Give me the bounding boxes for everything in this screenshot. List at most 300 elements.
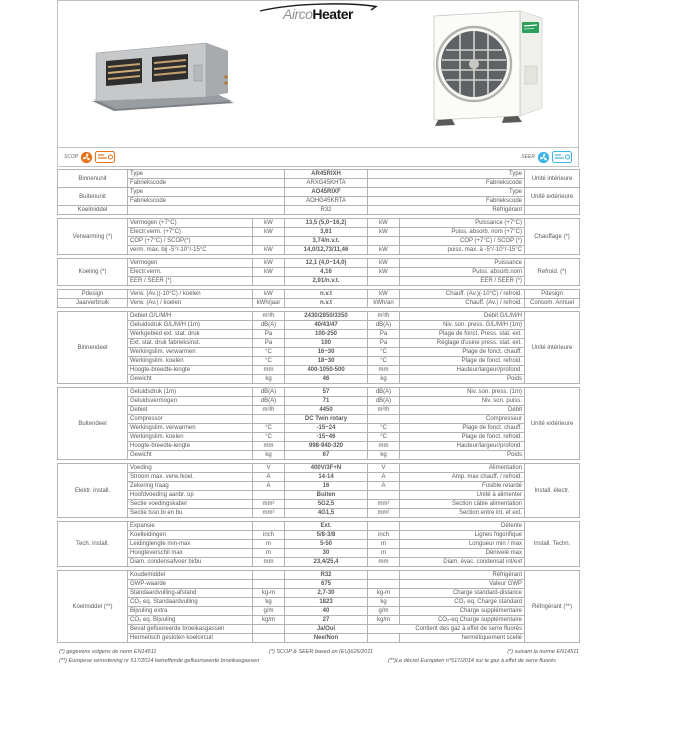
attr-nl: Compressor — [128, 415, 253, 424]
attr-fr: Compresseur — [400, 415, 525, 424]
group-label-fr: Install. électr. — [525, 464, 580, 518]
unit-right: kWh/an — [368, 299, 400, 308]
attr-fr: Niv. son. press. (1m) — [400, 388, 525, 397]
unit-right: dB(A) — [368, 321, 400, 330]
spec-row — [58, 188, 580, 197]
unit-right: mm — [368, 558, 400, 567]
group-label-fr: Réfrigérant (**) — [525, 571, 580, 643]
group-label-nl: Koelmiddel (**) — [58, 571, 128, 643]
spec-row — [58, 634, 580, 643]
unit-right: kg — [368, 375, 400, 384]
unit-right: A — [368, 482, 400, 491]
attr-fr: Chauff. (Av.) / refroid. — [400, 299, 525, 308]
attr-fr: Chauff. (Av.)(-10°C) / refroid. — [400, 290, 525, 299]
unit-right: Pa — [368, 339, 400, 348]
spec-row — [58, 451, 580, 460]
attr-nl: Hoofdvoeding aanbr. op — [128, 491, 253, 500]
attr-fr: CO₂-eq Charge supplémentaire — [400, 616, 525, 625]
unit-right: mm — [368, 442, 400, 451]
attr-fr: puiss. max. à -5°/-10°/-15°C — [400, 246, 525, 255]
group-label-fr: Unité intérieure — [525, 170, 580, 188]
attr-fr: Poids — [400, 375, 525, 384]
spec-value: 67 — [285, 451, 368, 460]
attr-nl: Voeding — [128, 464, 253, 473]
unit-left — [253, 625, 285, 634]
attr-nl: CO₂ eq. Bijvuling — [128, 616, 253, 625]
unit-right: mm² — [368, 500, 400, 509]
attr-nl: Type — [128, 188, 285, 197]
group-label-fr: Consom. Annuel — [525, 299, 580, 308]
attr-fr: Hauteur/largeur/profond. — [400, 366, 525, 375]
spec-value: Buiten — [285, 491, 368, 500]
footnote-nl-en14511: (*) gegevens volgens de norm EN14511 — [59, 649, 157, 655]
spec-value: n.v.t — [285, 290, 368, 299]
spec-section-indoor-unit — [57, 311, 580, 384]
spec-value: 100-250 — [285, 330, 368, 339]
unit-right: m — [368, 549, 400, 558]
attr-fr: Plage de fonct. Press. stat. ext. — [400, 330, 525, 339]
group-label-nl: Binnendeel — [58, 312, 128, 384]
seer-fan-icon — [537, 151, 550, 164]
attr-nl: Verw. (Av.) / koelen — [128, 299, 253, 308]
group-label-nl: Jaarverbruik — [58, 299, 128, 308]
group-label-fr: Unité intérieure — [525, 312, 580, 384]
attr-nl: Hermetisch gesloten koelcircuit — [128, 634, 253, 643]
unit-right — [368, 491, 400, 500]
spec-value: DC Twin rotary — [285, 415, 368, 424]
scop-fan-icon — [80, 151, 93, 164]
spec-value: 2,91/n.v.t. — [285, 277, 368, 286]
spec-value: 40/43/47 — [285, 321, 368, 330]
attr-fr: Type — [368, 188, 525, 197]
unit-left: dB(A) — [253, 397, 285, 406]
spec-value: 5-50 — [285, 540, 368, 549]
attr-nl: Electr.verm. — [128, 268, 253, 277]
spec-section-electrical-install — [57, 463, 580, 518]
attr-nl: Geluidsvermogen — [128, 397, 253, 406]
unit-right — [368, 571, 400, 580]
unit-right — [368, 415, 400, 424]
attr-fr: Charge standard-distance — [400, 589, 525, 598]
spec-value: 27 — [285, 616, 368, 625]
brand-logo-part1: Airco — [283, 6, 313, 22]
unit-right: inch — [368, 531, 400, 540]
group-label-nl: Pdesign — [58, 290, 128, 299]
attr-nl: Geluidsdruk (1m) — [128, 388, 253, 397]
spec-value: 18~30 — [285, 357, 368, 366]
spec-section-heating — [57, 218, 580, 255]
attr-nl: Bijvuling extra — [128, 607, 253, 616]
spec-value: AR45RIXH — [285, 170, 368, 179]
attr-fr: Charge supplémentaire — [400, 607, 525, 616]
spec-value: 998-940-320 — [285, 442, 368, 451]
unit-left: °C — [253, 424, 285, 433]
attr-fr: Réfrigérant — [368, 206, 525, 215]
spec-value: Ja/Oui — [285, 625, 368, 634]
unit-left: kW — [253, 290, 285, 299]
attr-fr: Puissance (+7°C) — [400, 219, 525, 228]
attr-nl: Expansie — [128, 522, 253, 531]
attr-fr: COP (+7°C) / SCOP (*) — [400, 237, 525, 246]
attr-fr: Type — [368, 170, 525, 179]
attr-nl: Stroom max. verw./koel. — [128, 473, 253, 482]
spec-row — [58, 415, 580, 424]
spec-value: 16~30 — [285, 348, 368, 357]
footnote-fr-517-2014: (**)Le décret Européen n°517/2014 sur le gaz à effet de serre fluorés — [388, 658, 556, 664]
spec-row — [58, 522, 580, 531]
attr-fr: Fabriekscode — [368, 197, 525, 206]
unit-left: mm — [253, 558, 285, 567]
attr-nl: Koudemiddel — [128, 571, 253, 580]
unit-right — [368, 277, 400, 286]
attr-nl: Gewicht — [128, 375, 253, 384]
unit-left — [253, 522, 285, 531]
spec-value: 4G1,5 — [285, 509, 368, 518]
attr-fr: Réglage d'usine press. stat. ext. — [400, 339, 525, 348]
spec-row — [58, 482, 580, 491]
group-label-fr: Install. Techn. — [525, 522, 580, 567]
spec-row — [58, 500, 580, 509]
spec-row — [58, 442, 580, 451]
unit-left — [253, 277, 285, 286]
unit-left — [253, 634, 285, 643]
attr-fr: Fusible retardé — [400, 482, 525, 491]
attr-nl: Hoogte-breedte-lengte — [128, 442, 253, 451]
spec-row — [58, 237, 580, 246]
spec-value: 675 — [285, 580, 368, 589]
unit-left: °C — [253, 348, 285, 357]
attr-nl: Leidinglengte min-max — [128, 540, 253, 549]
attr-fr: Contient des gaz à effet de serre fluorés — [368, 625, 525, 634]
unit-right: mm — [368, 366, 400, 375]
spec-row — [58, 580, 580, 589]
spec-value: 2,7-30 — [285, 589, 368, 598]
unit-right: °C — [368, 348, 400, 357]
attr-fr: Débit G/L/M/H — [400, 312, 525, 321]
spec-value: Ext. — [285, 522, 368, 531]
unit-left: kW — [253, 219, 285, 228]
unit-left: m³/h — [253, 406, 285, 415]
group-label-nl: Elektr. install. — [58, 464, 128, 518]
spec-row — [58, 531, 580, 540]
outdoor-unit-photo — [426, 6, 548, 126]
spec-row — [58, 558, 580, 567]
attr-nl: Electr.verm. (+7°C) — [128, 228, 253, 237]
spec-section-cooling — [57, 258, 580, 286]
attr-nl: Werkingslim. verwarmen — [128, 348, 253, 357]
unit-left: dB(A) — [253, 388, 285, 397]
unit-left — [253, 415, 285, 424]
spec-section-identification — [57, 169, 580, 215]
unit-left: inch — [253, 531, 285, 540]
attr-fr: Valeur GWP — [400, 580, 525, 589]
unit-right — [368, 580, 400, 589]
spec-row — [58, 366, 580, 375]
group-label-fr — [525, 206, 580, 215]
spec-row — [58, 589, 580, 598]
unit-right: m³/h — [368, 406, 400, 415]
spec-row — [58, 277, 580, 286]
group-label-fr: Unité extérieure — [525, 388, 580, 460]
spec-row — [58, 607, 580, 616]
attr-nl: Werkingslim. koelen — [128, 433, 253, 442]
unit-right: kW — [368, 290, 400, 299]
attr-fr: Poids — [400, 451, 525, 460]
unit-left — [253, 571, 285, 580]
attr-fr: Puiss. absorb.nom — [400, 268, 525, 277]
spec-row — [58, 424, 580, 433]
spec-value: 4,16 — [285, 268, 368, 277]
group-label-nl: Buitenunit — [58, 188, 128, 206]
attr-nl: Werkingslim. verwarmen — [128, 424, 253, 433]
unit-left: mm — [253, 366, 285, 375]
attr-nl: Diam. condensafvoer bi/bu — [128, 558, 253, 567]
spec-row — [58, 598, 580, 607]
scop-energy-badge-icon — [95, 151, 115, 163]
unit-right: m — [368, 540, 400, 549]
unit-left: mm² — [253, 500, 285, 509]
unit-left: kg/m — [253, 616, 285, 625]
unit-left — [253, 580, 285, 589]
unit-right: °C — [368, 424, 400, 433]
unit-right: mm² — [368, 509, 400, 518]
spec-row — [58, 491, 580, 500]
spec-row — [58, 433, 580, 442]
spec-row — [58, 357, 580, 366]
unit-right — [368, 634, 400, 643]
attr-fr: Section câble alimentation — [400, 500, 525, 509]
attr-nl: Vermogen (+7°C) — [128, 219, 253, 228]
spec-row — [58, 179, 580, 188]
spec-value: -15~24 — [285, 424, 368, 433]
scop-badge-group — [64, 151, 115, 164]
attr-nl: Werkgebied ext. stat. druk — [128, 330, 253, 339]
spec-value: n.v.t — [285, 299, 368, 308]
spec-value: 23,4/25,4 — [285, 558, 368, 567]
unit-left: Pa — [253, 330, 285, 339]
unit-right: kW — [368, 219, 400, 228]
unit-right: kg/m — [368, 616, 400, 625]
attr-fr: Puissance — [400, 259, 525, 268]
attr-nl: Vermogen — [128, 259, 253, 268]
spec-value: 100 — [285, 339, 368, 348]
brand-logo-part2: Heater — [312, 6, 353, 22]
group-label-nl: Tech. install. — [58, 522, 128, 567]
unit-right: Pa — [368, 330, 400, 339]
spec-value: R32 — [285, 571, 368, 580]
attr-fr: Niv. son. press. G/L/M/H (1m) — [400, 321, 525, 330]
spec-row — [58, 339, 580, 348]
scop-label: SCOP — [64, 154, 79, 160]
attr-fr: Dénivelé max — [400, 549, 525, 558]
spec-row — [58, 290, 580, 299]
spec-value: 57 — [285, 388, 368, 397]
attr-nl — [128, 206, 285, 215]
attr-nl: Debiet — [128, 406, 253, 415]
group-label-fr: Chauffage (*) — [525, 219, 580, 255]
attr-nl: Fabriekscode — [128, 197, 285, 206]
attr-fr: Longueur min / max — [400, 540, 525, 549]
unit-left: A — [253, 482, 285, 491]
spec-section-refrigerant — [57, 570, 580, 643]
seer-label: SEER — [521, 154, 535, 160]
attr-nl: Hoogteverschil max — [128, 549, 253, 558]
attr-fr: Section entre int. et ext. — [400, 509, 525, 518]
attr-fr: Plage de fonct. refroid. — [400, 433, 525, 442]
unit-left: g/m — [253, 607, 285, 616]
spec-row — [58, 464, 580, 473]
spec-row — [58, 616, 580, 625]
attr-nl: CO₂ eq. Standaardvulling — [128, 598, 253, 607]
unit-left: kg-m — [253, 589, 285, 598]
attr-fr: Amp. max chauff. / refroid. — [400, 473, 525, 482]
spec-value: 2430/2850/3350 — [285, 312, 368, 321]
attr-fr: CO₂ eq. Charge standard — [400, 598, 525, 607]
unit-right: kg-m — [368, 589, 400, 598]
attr-nl: Sectie tssn bi en bu — [128, 509, 253, 518]
spec-value: 12,1 (4,0~14,0) — [285, 259, 368, 268]
attr-fr: Débit — [400, 406, 525, 415]
attr-nl: Sectie voedingskabel — [128, 500, 253, 509]
spec-row — [58, 246, 580, 255]
unit-left: kg — [253, 451, 285, 460]
unit-left: m — [253, 540, 285, 549]
spec-value: 4450 — [285, 406, 368, 415]
unit-right: A — [368, 473, 400, 482]
spec-value: 5/8-3/8 — [285, 531, 368, 540]
energy-badge-row — [57, 147, 579, 167]
seer-badge-group — [521, 151, 572, 164]
spec-value: -15~46 — [285, 433, 368, 442]
spec-row — [58, 406, 580, 415]
attr-nl: Koelleidingen — [128, 531, 253, 540]
attr-nl: GWP-waarde — [128, 580, 253, 589]
attr-nl: Standaardvulling-afstand — [128, 589, 253, 598]
spec-value: 13,5 (5,0~16,2) — [285, 219, 368, 228]
attr-nl: Zekering traag — [128, 482, 253, 491]
unit-left: kW — [253, 268, 285, 277]
attr-nl: Debiet G/L/M/H — [128, 312, 253, 321]
attr-nl: Type — [128, 170, 285, 179]
spec-value: 14,0/12,73/11,46 — [285, 246, 368, 255]
unit-right: V — [368, 464, 400, 473]
spec-value: 1823 — [285, 598, 368, 607]
spec-value: 71 — [285, 397, 368, 406]
attr-fr: Lignes frigorifique — [400, 531, 525, 540]
spec-value: 3,74/n.v.t. — [285, 237, 368, 246]
unit-right: dB(A) — [368, 388, 400, 397]
spec-value: 5G2,5 — [285, 500, 368, 509]
spec-row — [58, 268, 580, 277]
attr-nl: Werkingslim. koelen — [128, 357, 253, 366]
attr-fr: Réfrigérant — [400, 571, 525, 580]
spec-row — [58, 549, 580, 558]
spec-row — [58, 571, 580, 580]
unit-right: °C — [368, 433, 400, 442]
spec-section-outdoor-unit — [57, 387, 580, 460]
unit-left: dB(A) — [253, 321, 285, 330]
attr-fr: Plage de fonct. refroid. — [400, 357, 525, 366]
unit-left: kWh/jaar — [253, 299, 285, 308]
footnote-nl-517-2014: (**) Europese verordening nr 517/2014 betreffende gefluoriseerde broeikasgassen — [59, 658, 260, 664]
attr-fr: hermétiquement scellé — [400, 634, 525, 643]
unit-left: mm² — [253, 509, 285, 518]
spec-section-technical-install — [57, 521, 580, 567]
spec-row — [58, 170, 580, 179]
footnotes — [57, 649, 579, 671]
attr-nl: EER / SEER (*) — [128, 277, 253, 286]
unit-left: kW — [253, 228, 285, 237]
group-label-fr: Refroid. (*) — [525, 259, 580, 286]
group-label-fr: Unité extérieure — [525, 188, 580, 206]
unit-left: kW — [253, 246, 285, 255]
spec-value: AOHG45KRTA — [285, 197, 368, 206]
brand-logo — [258, 2, 378, 24]
spec-value: AO45RIXF — [285, 188, 368, 197]
unit-right — [368, 237, 400, 246]
spec-row — [58, 206, 580, 215]
spec-value: 400-1050-500 — [285, 366, 368, 375]
unit-left: A — [253, 473, 285, 482]
group-label-fr: Pdesign — [525, 290, 580, 299]
spec-section-design-consumption — [57, 289, 580, 308]
spec-row — [58, 375, 580, 384]
spec-value: 30 — [285, 549, 368, 558]
spec-value: 3,61 — [285, 228, 368, 237]
spec-row — [58, 509, 580, 518]
unit-left: kg — [253, 375, 285, 384]
spec-row — [58, 228, 580, 237]
unit-right: kg — [368, 598, 400, 607]
attr-nl: Gewicht — [128, 451, 253, 460]
spec-row — [58, 259, 580, 268]
spec-row — [58, 219, 580, 228]
unit-right: kW — [368, 268, 400, 277]
spec-value: 400V/3F+N — [285, 464, 368, 473]
spec-value: 16 — [285, 482, 368, 491]
attr-fr: Détente — [400, 522, 525, 531]
group-label-nl: Koeling (*) — [58, 259, 128, 286]
spec-tables — [57, 169, 579, 643]
attr-fr: Alimentation — [400, 464, 525, 473]
attr-fr: EER / SEER (*) — [400, 277, 525, 286]
footnote-scop-seer: (*) SCOP & SEER based on (EU)626/2011 — [269, 649, 373, 655]
unit-left: V — [253, 464, 285, 473]
unit-left — [253, 237, 285, 246]
unit-left: m³/h — [253, 312, 285, 321]
attr-nl: Geluidsdruk G/L/M/H (1m) — [128, 321, 253, 330]
unit-left: kg — [253, 598, 285, 607]
spec-row — [58, 197, 580, 206]
attr-nl: Verw. (Av.)(-10°C) / koelen — [128, 290, 253, 299]
spec-value: 40 — [285, 607, 368, 616]
spec-row — [58, 473, 580, 482]
unit-right — [368, 522, 400, 531]
spec-row — [58, 312, 580, 321]
spec-value: 46 — [285, 375, 368, 384]
attr-fr: Puiss. absorb. nom (+7°C) — [400, 228, 525, 237]
unit-right: g/m — [368, 607, 400, 616]
header-photo-area — [57, 0, 579, 147]
attr-nl: verm. max. bij -5°/-10°/-15°C — [128, 246, 253, 255]
group-label-nl: Buitendeel — [58, 388, 128, 460]
unit-left: kW — [253, 259, 285, 268]
spec-value: Nee/Non — [285, 634, 368, 643]
indoor-unit-photo — [86, 31, 238, 111]
spec-row — [58, 348, 580, 357]
unit-left: m — [253, 549, 285, 558]
spec-row — [58, 299, 580, 308]
